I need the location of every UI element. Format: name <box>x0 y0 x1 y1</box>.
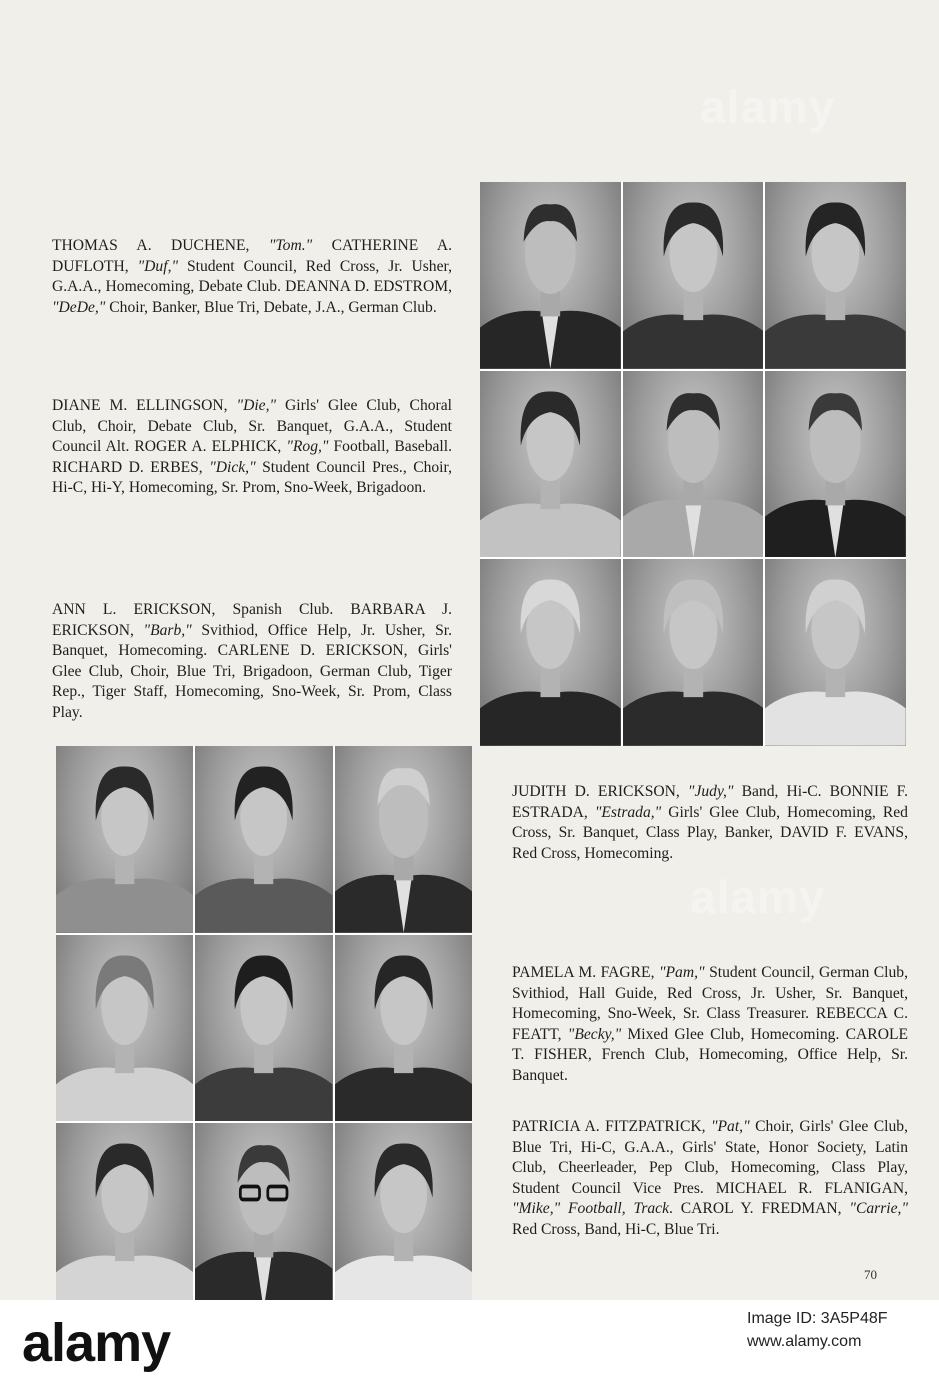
portrait-flanigan <box>195 1123 332 1310</box>
stock-footer <box>0 1300 939 1390</box>
portrait-elphick <box>623 371 764 558</box>
caption-duchene-dufloth-edstrom: THOMAS A. DUCHENE, "Tom." CATHERINE A. DUFLOTH, "Duf," Student Council, Red Cross, Jr. Usher, G.A.A., Homecoming, Debate Club. DEANNA D. EDSTROM, "DeDe," Choir, Banker, Blue Tri, Debate, J.A., German Club. <box>52 237 452 316</box>
portrait-erickson-judith <box>56 746 193 933</box>
portrait-fitzpatrick <box>56 1123 193 1310</box>
portrait-estrada <box>195 746 332 933</box>
portrait-edstrom <box>765 182 906 369</box>
page-number: 70 <box>864 1267 877 1282</box>
portrait-dufloth <box>623 182 764 369</box>
portrait-fagre <box>56 935 193 1122</box>
portrait-ellingson <box>480 371 621 558</box>
stock-url: www.alamy.com <box>747 1333 862 1350</box>
portrait-erickson-barbara <box>623 559 764 746</box>
portrait-erickson-carlene <box>765 559 906 746</box>
caption-erickson-ann-barbara-carlene: ANN L. ERICKSON, Spanish Club. BARBARA J. ERICKSON, "Barb," Svithiod, Office Help, Jr. Usher, Sr. Banquet, Homecoming. CARLENE D. ERICKSON, Girls' Glee Club, Choir, Blue Tri, Brigadoon, German Club, Tiger Rep., Tiger Staff, Homecoming, Sno-Week, Sr. Prom, Class Play. <box>52 601 452 721</box>
portrait-evans <box>335 746 472 933</box>
stock-logo: alamy <box>22 1313 171 1373</box>
portrait-fredman <box>335 1123 472 1310</box>
portrait-fisher <box>335 935 472 1122</box>
portrait-featt <box>195 935 332 1122</box>
portrait-grid-bottom <box>56 746 472 1310</box>
caption-erickson-estrada-evans: JUDITH D. ERICKSON, "Judy," Band, Hi-C. BONNIE F. ESTRADA, "Estrada," Girls' Glee Club, Homecoming, Red Cross, Sr. Banquet, Class Play, Banker, DAVID F. EVANS, Red Cross, Homecoming. <box>512 783 908 862</box>
portrait-duchene <box>480 182 621 369</box>
caption-fitzpatrick-flanigan-fredman: PATRICIA A. FITZPATRICK, "Pat," Choir, Girls' Glee Club, Blue Tri, Hi-C, G.A.A., Girls' State, Honor Society, Latin Club, Cheerleader, Pep Club, Homecoming, Class Play, Student Council Vice Pres. MICHAEL R. FLANIGAN, "Mike," Football, Track. CAROL Y. FREDMAN, "Carrie," Red Cross, Band, Hi-C, Blue Tri. <box>512 1118 908 1238</box>
portrait-erbes <box>765 371 906 558</box>
watermark-top-right: alamy <box>700 81 836 133</box>
watermark-center: alamy <box>690 871 826 923</box>
portrait-grid-top <box>480 182 906 746</box>
portrait-erickson-ann <box>480 559 621 746</box>
caption-ellingson-elphick-erbes: DIANE M. ELLINGSON, "Die," Girls' Glee Club, Choral Club, Choir, Debate Club, Sr. Banquet, G.A.A., Student Council Alt. ROGER A. ELPHICK, "Rog," Football, Baseball. RICHARD D. ERBES, "Dick," Student Council Pres., Choir, Hi-C, Hi-Y, Homecoming, Sr. Prom, Sno-Week, Brigadoon. <box>52 397 452 497</box>
stock-image-id: Image ID: 3A5P48F <box>747 1310 888 1327</box>
caption-fagre-featt-fisher: PAMELA M. FAGRE, "Pam," Student Council, German Club, Svithiod, Hall Guide, Red Cross, Jr. Usher, Sr. Banquet, Homecoming, Sno-Week, Sr. Class Treasurer. REBECCA C. FEATT, "Becky," Mixed Glee Club, Homecoming. CAROLE T. FISHER, French Club, Homecoming, Office Help, Sr. Banquet. <box>512 964 909 1084</box>
